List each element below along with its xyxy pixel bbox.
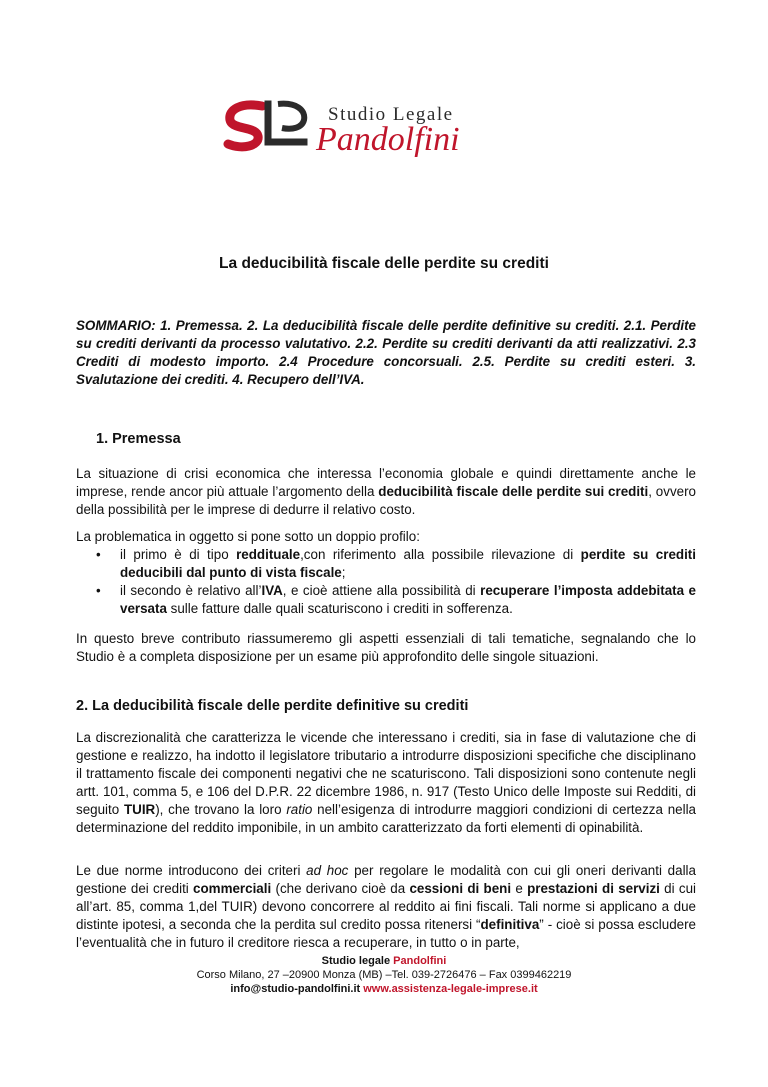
summary: SOMMARIO: 1. Premessa. 2. La deducibilità fiscale delle perdite definitive su crediti. 2.1. Perdite su crediti derivanti da processo valutativo. 2.2. Perdite su crediti derivanti da atti realizzativi. 2.3 Crediti di modesto importo. 2.4 Procedure concorsuali. 2.5. Perdite su crediti esteri. 3. Svalutazione dei crediti. 4. Recupero dell’IVA.: [76, 318, 696, 387]
logo-line1: Studio Legale: [328, 104, 454, 125]
document-title: La deducibilità fiscale delle perdite su crediti: [219, 255, 549, 272]
section1-heading: 1. Premessa: [96, 431, 181, 447]
footer-studio-name: Studio legale Pandolfini: [321, 955, 447, 967]
list-item: • il secondo è relativo all’IVA, e cioè attiene alla possibilità di recuperare l’imposta addebitata e versata sulle fatture dalle quali scaturiscono i crediti in sofferenza.: [96, 582, 696, 618]
section1-paragraph3: In questo breve contributo riassumeremo gli aspetti essenziali di tali tematiche, segnalando che lo Studio è a completa disposizione per un esame più approfondito delle singole situazioni.: [76, 631, 696, 664]
footer-address: Corso Milano, 27 –20900 Monza (MB) –Tel. 039-2726476 – Fax 0399462219: [196, 969, 572, 981]
footer-contacts: [0, 982, 768, 996]
section2-heading: 2. La deducibilità fiscale delle perdite definitive su crediti: [76, 698, 469, 714]
footer-website-link[interactable]: www.assistenza-legale-imprese.it: [363, 983, 538, 995]
section1-paragraph1: La situazione di crisi economica che interessa l’economia globale e quindi direttamente anche le imprese, rende ancor più attuale l’argomento della deducibilità fiscale delle perdite sui crediti, ovvero della possibilità per le imprese di dedurre il relativo costo.: [76, 466, 696, 517]
profile-list: [96, 546, 696, 618]
footer-email-link[interactable]: info@studio-pandolfini.it: [230, 983, 361, 995]
section2-paragraph2: Le due norme introducono dei criteri ad hoc per regolare le modalità con cui gli oneri derivanti dalla gestione dei crediti commerciali (che derivano cioè da cessioni di beni e prestazioni di servizi di cui all’art. 85, comma 1,del TUIR) devono concorrere al reddito ai fini fiscali. Tali norme si applicano a due distinte ipotesi, a seconda che la perdita sul credito possa ritenersi “definitiva” - cioè si possa escludere l’eventualità che in futuro il creditore riesca a recuperare, in tutto o in parte,: [76, 863, 696, 950]
studio-logo: [222, 96, 552, 158]
logo-line2: Pandolfini: [316, 121, 460, 158]
list-item: • il primo è di tipo reddituale,con riferimento alla possibile rilevazione di perdite su crediti deducibili dal punto di vista fiscale;: [96, 546, 696, 582]
logo-mark-icon: [222, 96, 552, 158]
section1-paragraph2: La problematica in oggetto si pone sotto un doppio profilo:: [76, 529, 420, 544]
section2-paragraph1: La discrezionalità che caratterizza le vicende che interessano i crediti, sia in fase di valutazione che di gestione e realizzo, ha indotto il legislatore tributario a introdurre disposizioni specifiche che disciplinano il trattamento fiscale dei componenti negativi che ne scaturiscono. Tali disposizioni sono contenute negli artt. 101, comma 5, e 106 del D.P.R. 22 dicembre 1986, n. 917 (Testo Unico delle Imposte sui Redditi, di seguito TUIR), che trovano la loro ratio nell’esigenza di introdurre maggiori condizioni di certezza nella determinazione del reddito imponibile, in un ambito caratterizzato da forti elementi di opinabilità.: [76, 730, 696, 835]
page-footer: [0, 954, 768, 996]
